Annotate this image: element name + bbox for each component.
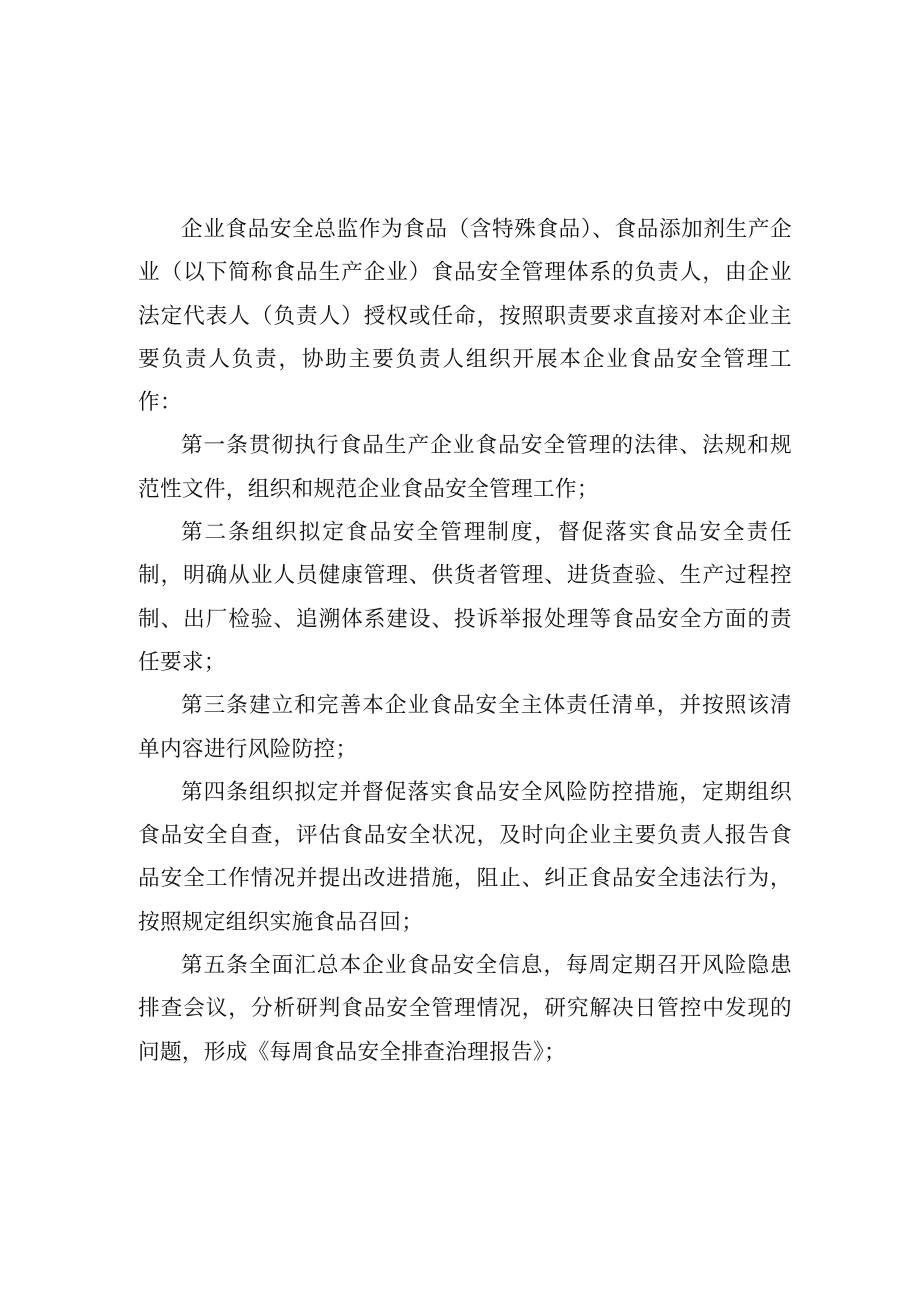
- paragraph-intro: 企业食品安全总监作为食品（含特殊食品）、食品添加剂生产企业（以下简称食品生产企业）食品安全管理体系的负责人，由企业法定代表人（负责人）授权或任命，按照职责要求直接对本企业主要负责人负责，协助主要负责人组织开展本企业食品安全管理工作：: [138, 217, 792, 416]
- paragraph-article-4: 第四条组织拟定并督促落实食品安全风险防控措施，定期组织食品安全自查，评估食品安全状况，及时向企业主要负责人报告食品安全工作情况并提出改进措施，阻止、纠正食品安全违法行为，按照规定组织实施食品召回；: [138, 779, 792, 935]
- paragraph-article-2: 第二条组织拟定食品安全管理制度，督促落实食品安全责任制，明确从业人员健康管理、供货者管理、进货查验、生产过程控制、出厂检验、追溯体系建设、投诉举报处理等食品安全方面的责任要求；: [138, 520, 792, 675]
- paragraph-article-1: 第一条贯彻执行食品生产企业食品安全管理的法律、法规和规范性文件，组织和规范企业食品安全管理工作；: [138, 433, 792, 502]
- paragraph-article-3: 第三条建立和完善本企业食品安全主体责任清单，并按照该清单内容进行风险防控；: [138, 693, 792, 762]
- document-body: [138, 208, 792, 1074]
- paragraph-article-5: 第五条全面汇总本企业食品安全信息，每周定期召开风险隐患排查会议，分析研判食品安全管理情况，研究解决日管控中发现的问题，形成《每周食品安全排查治理报告》；: [138, 953, 792, 1065]
